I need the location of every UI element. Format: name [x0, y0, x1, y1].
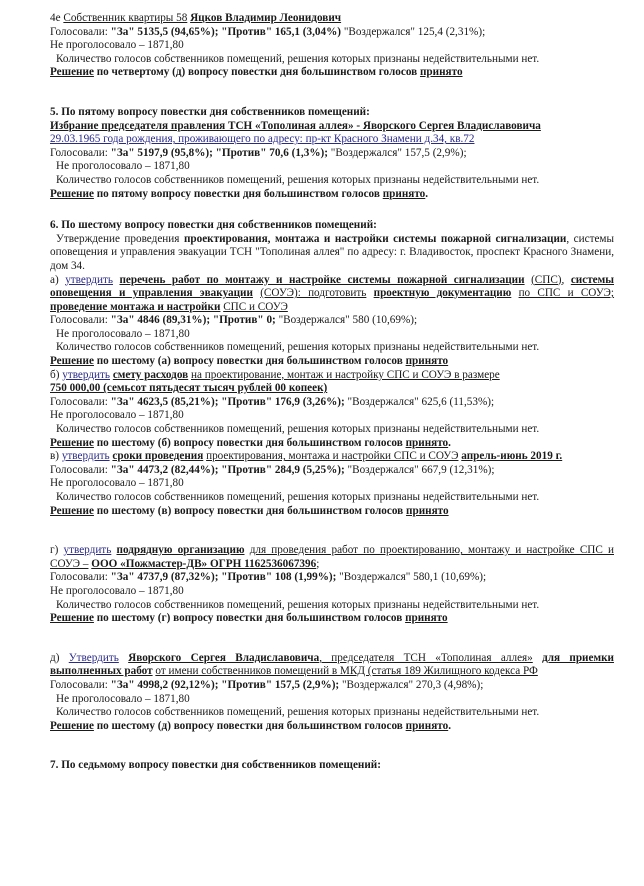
- q6a-votes: Голосовали: "За" 4846 (89,31%); "Против" 0; "Воздержался" 580 (10,69%);: [50, 314, 418, 327]
- q6v-invalid: Количество голосов собственников помещений, решения которых признаны недействительными нет.: [56, 491, 540, 503]
- q6a-text: а) утвердить перечень работ по монтажу и настройке системы пожарной сигнализации (СПС), системы оповещения и управления эвакуации (СОУЭ): подготовить проектную документацию по СПС и СОУЭ; проведение монтажа и настройки СПС и СОУЭ: [50, 273, 615, 313]
- q4-invalid: Количество голосов собственников помещений, решения которых признаны недействительными нет.: [56, 52, 540, 65]
- q6g-text: г) утвердить подрядную организацию для проведения работ по проектированию, монтажу и настройке СПС и СОУЭ – ООО «Пожмастер-ДВ» ОГРН 1162536067396;: [50, 544, 614, 570]
- q5-not-voted: Не проголосовало – 1871,80: [56, 160, 190, 173]
- q5-heading: 5. По пятому вопросу повестки дня собственников помещений:: [50, 105, 370, 118]
- q6d-text: д) Утвердить Яворского Сергея Владиславовича, председателя ТСН «Тополиная аллея» для приемки выполненных работ от имени собственников помещений в МКД (статья 189 Жилищного кодекса РФ: [50, 651, 614, 678]
- q4-not-voted: Не проголосовало – 1871,80: [50, 39, 184, 52]
- q6b-text: б) утвердить смету расходов на проектирование, монтаж и настройку СПС и СОУЭ в размере 750 000,00 (семьсот пятьдесят тысяч рублей 00 копеек): [50, 368, 500, 395]
- q6v-not-voted: Не проголосовало – 1871,80: [50, 477, 184, 490]
- q6g-invalid: Количество голосов собственников помещений, решения которых признаны недействительными нет.: [56, 598, 540, 611]
- q6a-decision: Решение по шестому (а) вопросу повестки дня большинством голосов принято: [50, 355, 449, 368]
- q6d-decision: Решение по шестому (д) вопросу повестки дня большинством голосов принято.: [50, 719, 451, 732]
- q5-line1: Избрание председателя правления ТСН «Тополиная аллея» - Яворского Сергея Владиславовича: [50, 119, 541, 132]
- q7-heading: 7. По седьмому вопросу повестки дня собственников помещений:: [50, 759, 381, 772]
- q6a-not-voted: Не проголосовало – 1871,80: [56, 327, 190, 340]
- q6a-invalid: Количество голосов собственников помещений, решения которых признаны недействительными нет.: [56, 341, 540, 354]
- q6-heading: 6. По шестому вопросу повестки дня собственников помещений:: [50, 219, 377, 232]
- q5-line2: 29.03.1965 года рождения, проживающего по адресу: пр-кт Красного Знамени д.34, кв.72: [50, 133, 475, 146]
- q5-decision: Решение по пятому вопросу повестки дня большинством голосов принято.: [50, 187, 429, 200]
- q6g-not-voted: Не проголосовало – 1871,80: [50, 584, 184, 597]
- q6b-invalid: Количество голосов собственников помещений, решения которых признаны недействительными нет.: [56, 423, 540, 436]
- q6g-votes: Голосовали: "За" 4737,9 (87,32%); "Против" 108 (1,99%); "Воздержался" 580,1 (10,69%);: [50, 571, 487, 584]
- q4-owner-line: 4е Собственник квартиры 58 Яцков Владимир Леонидович: [50, 12, 342, 24]
- q6b-decision: Решение по шестому (б) вопросу повестки дня большинством голосов принято.: [50, 436, 451, 449]
- q5-invalid: Количество голосов собственников помещений, решения которых признаны недействительными нет.: [56, 173, 540, 186]
- q6d-invalid: Количество голосов собственников помещений, решения которых признаны недействительными нет.: [56, 706, 540, 719]
- q6d-votes: Голосовали: "За" 4998,2 (92,12%); "Против" 157,5 (2,9%); "Воздержался" 270,3 (4,98%);: [50, 678, 484, 691]
- q6-intro: Утверждение проведения проектирования, монтажа и настройки системы пожарной сигнализации, системы оповещения и управления эвакуации ТСН "Тополиная аллея" по адресу: г. Владивосток, проспект Красного Знамени, дом 34.: [50, 232, 615, 272]
- q6g-decision: Решение по шестому (г) вопросу повестки дня большинством голосов принято: [50, 612, 448, 625]
- q6v-text: в) утвердить сроки проведения проектирования, монтажа и настройки СПС и СОУЭ апрель-июнь 2019 г.: [50, 450, 563, 463]
- q5-votes: Голосовали: "За" 5197,9 (95,8%); "Против" 70,6 (1,3%); "Воздержался" 157,5 (2,9%);: [50, 146, 467, 159]
- q6v-votes: Голосовали: "За" 4473,2 (82,44%); "Против" 284,9 (5,25%); "Воздержался" 667,9 (12,31%);: [50, 463, 495, 476]
- q6b-not-voted: Не проголосовало – 1871,80: [50, 409, 184, 422]
- q6v-decision: Решение по шестому (в) вопросу повестки дня большинством голосов принято: [50, 504, 449, 517]
- q4-decision: Решение по четвертому (д) вопросу повестки дня большинством голосов принято: [50, 66, 463, 79]
- q6d-not-voted: Не проголосовало – 1871,80: [56, 692, 190, 705]
- q6b-votes: Голосовали: "За" 4623,5 (85,21%); "Против" 176,9 (3,26%); "Воздержался" 625,6 (11,53%);: [50, 395, 495, 408]
- q4-votes: Голосовали: "За" 5135,5 (94,65%); "Против" 165,1 (3,04%) "Воздержался" 125,4 (2,31%);: [50, 25, 486, 38]
